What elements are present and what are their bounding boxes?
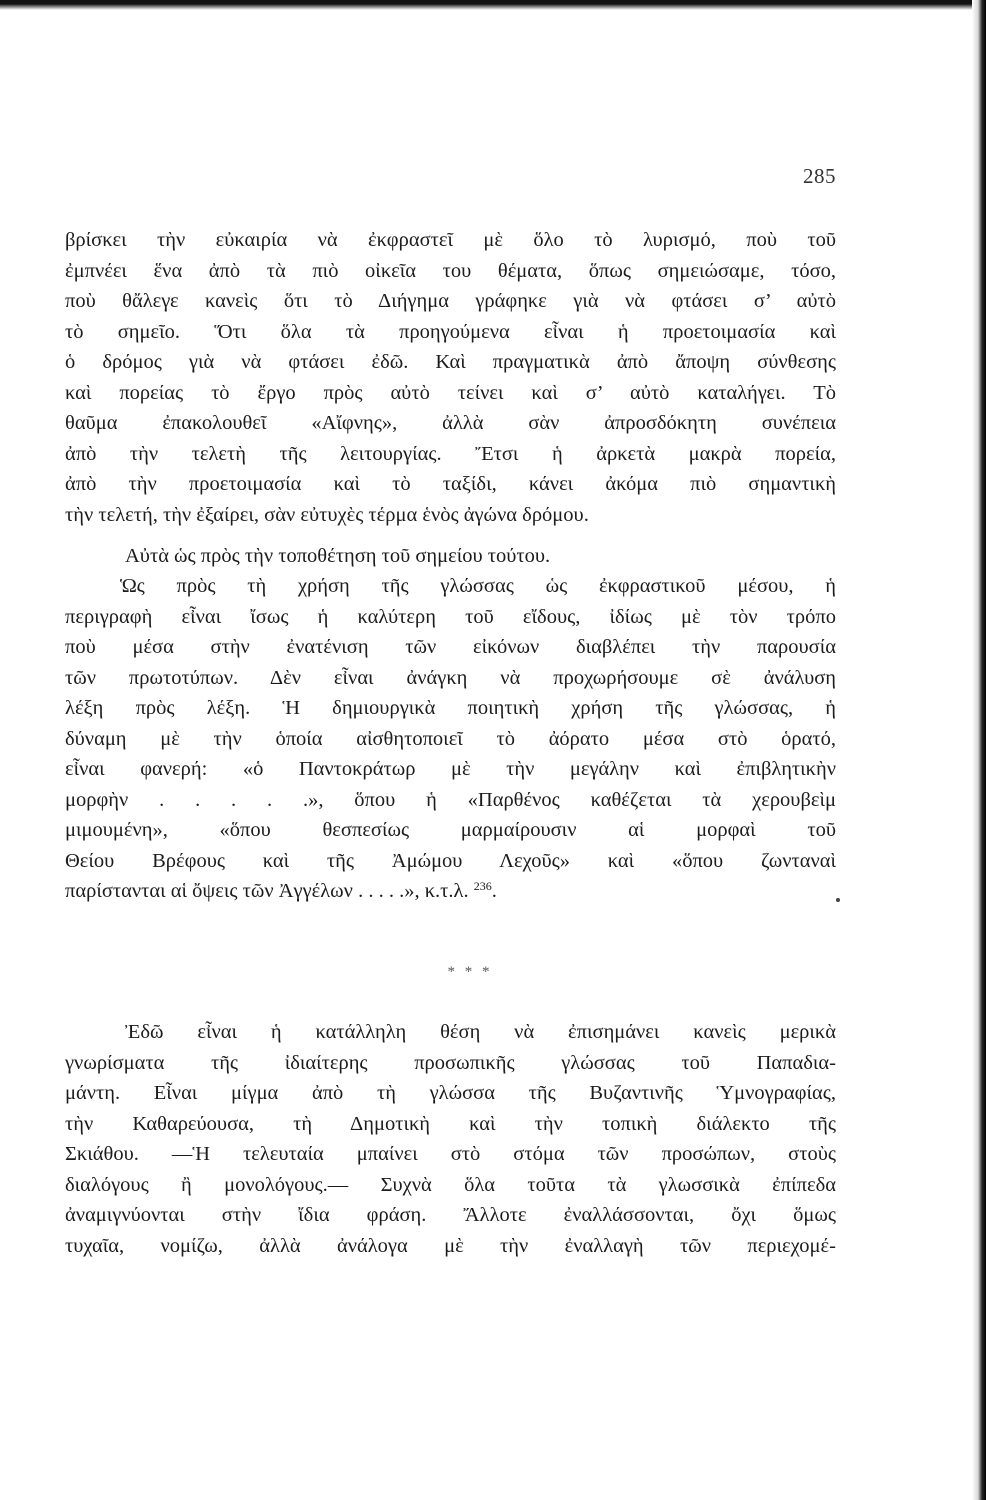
text-line: μιμουμένη», «ὅπου θεσπεσίως μαρμαίρουσιν αἱ μορφαὶ τοῦ [65, 819, 836, 841]
text-line: ἀπὸ τὴν τελετὴ τῆς λειτουργίας. Ἔτσι ἡ ἀρκετὰ μακρὰ πορεία, [65, 442, 836, 465]
text-line: διαλόγους ἢ μονολόγους.— Συχνὰ ὅλα τοῦτα τὰ γλωσσικὰ ἐπίπεδα [65, 1173, 836, 1196]
text-line: τὴν τελετή, τὴν ἐξαίρει, σὰν εὐτυχὲς τέρμα ἑνὸς ἀγώνα δρόμου. [65, 503, 589, 526]
paragraph-3 [65, 571, 836, 907]
page-number: 285 [803, 164, 836, 188]
text-line: Θείου Βρέφους καὶ τῆς Ἀμώμου Λεχοῦς» καὶ «ὅπου ζωνταναὶ [65, 849, 836, 872]
text-line: περιγραφὴ εἶναι ἴσως ἡ καλύτερη τοῦ εἴδους, ἰδίως μὲ τὸν τρόπο [65, 605, 836, 628]
text-line: Αὐτὰ ὡς πρὸς τὴν τοποθέτηση τοῦ σημείου τούτου. [125, 545, 551, 567]
text-line: ἀπὸ τὴν προετοιμασία καὶ τὸ ταξίδι, κάνει ἀκόμα πιὸ σημαντικὴ [65, 473, 836, 495]
text-line: ὁ δρόμος γιὰ νὰ φτάσει ἐδῶ. Καὶ πραγματικὰ ἀπὸ ἄποψη σύνθεσης [65, 351, 836, 373]
text-line: τυχαῖα, νομίζω, ἀλλὰ ἀνάλογα μὲ τὴν ἐναλλαγὴ τῶν περιεχομέ- [65, 1234, 836, 1257]
section-separator: * * * [447, 964, 493, 980]
text-line: Ὡς πρὸς τὴ χρήση τῆς γλώσσας ὡς ἐκφραστικοῦ μέσου, ἡ [120, 575, 836, 597]
text-line: Σκιάθου. —Ἡ τελευταία μπαίνει στὸ στόμα τῶν προσώπων, στοὺς [65, 1143, 836, 1165]
text-line: λέξη πρὸς λέξη. Ἡ δημιουργικὰ ποιητικὴ χρήση τῆς γλώσσας, ἡ [65, 697, 836, 719]
footnote-reference[interactable]: 236 [473, 879, 492, 893]
text-line: μάντη. Εἶναι μίγμα ἀπὸ τὴ γλώσσα τῆς Βυζαντινῆς Ὑμνογραφίας, [65, 1082, 836, 1104]
page-top-edge [0, 0, 986, 10]
text-line-final [65, 876, 836, 907]
text-line: τὴν Καθαρεύουσα, τὴ Δημοτικὴ καὶ τὴν τοπικὴ διάλεκτο τῆς [65, 1112, 836, 1135]
text-line: θαῦμα ἐπακολουθεῖ «Αἴφνης», ἀλλὰ σὰν ἀπροσδόκητη συνέπεια [65, 412, 836, 434]
stray-ink-mark [836, 898, 840, 902]
text-line: ἐμπνέει ἕνα ἀπὸ τὰ πιὸ οἰκεῖα του θέματα, ὅπως σημειώσαμε, τόσο, [65, 259, 836, 282]
last-line-text: παρίστανται αἱ ὄψεις τῶν Ἀγγέλων . . . . .», κ.τ.λ. [65, 880, 469, 902]
text-line: εἶναι φανερή: «ὁ Παντοκράτωρ μὲ τὴν μεγάλην καὶ ἐπιβλητικὴν [65, 758, 836, 780]
paragraph-4 [65, 1017, 836, 1261]
text-line: τὸ σημεῖο. Ὅτι ὅλα τὰ προηγούμενα εἶναι ἡ προετοιμασία καὶ [65, 320, 836, 343]
paragraph-2 [65, 541, 836, 572]
text-line: ἀναμιγνύονται στὴν ἴδια φράση. Ἄλλοτε ἐναλλάσσονται, ὄχι ὅμως [65, 1204, 836, 1226]
text-line: ποὺ θἄλεγε κανεὶς ὅτι τὸ Διήγημα γράφηκε γιὰ νὰ φτάσει σ’ αὐτὸ [65, 290, 836, 312]
text-line: καὶ πορείας τὸ ἔργο πρὸς αὐτὸ τείνει καὶ σ’ αὐτὸ καταλήγει. Τὸ [65, 381, 836, 404]
text-line: μορφὴν . . . . .», ὅπου ἡ «Παρθένος καθέζεται τὰ χερουβεὶμ [65, 788, 836, 811]
text-line: βρίσκει τὴν εὐκαιρία νὰ ἐκφραστεῖ μὲ ὅλο τὸ λυρισμό, ποὺ τοῦ [65, 229, 836, 251]
paragraph-1 [65, 225, 836, 530]
text-line: τῶν πρωτοτύπων. Δὲν εἶναι ἀνάγκη νὰ προχωρήσουμε σὲ ἀνάλυση [65, 666, 836, 689]
text-line: ποὺ μέσα στὴν ἐνατένιση τῶν εἰκόνων διαβλέπει τὴν παρουσία [65, 636, 836, 658]
text-line: δύναμη μὲ τὴν ὁποία αἰσθητοποιεῖ τὸ ἀόρατο μέσα στὸ ὁρατό, [65, 727, 836, 750]
text-line: γνωρίσματα τῆς ἰδιαίτερης προσωπικῆς γλώσσας τοῦ Παπαδια- [65, 1051, 836, 1074]
page-binding-edge [972, 0, 986, 1500]
last-line-end: . [491, 880, 497, 902]
text-line: Ἐδῶ εἶναι ἡ κατάλληλη θέση νὰ ἐπισημάνει κανεὶς μερικὰ [125, 1021, 836, 1043]
